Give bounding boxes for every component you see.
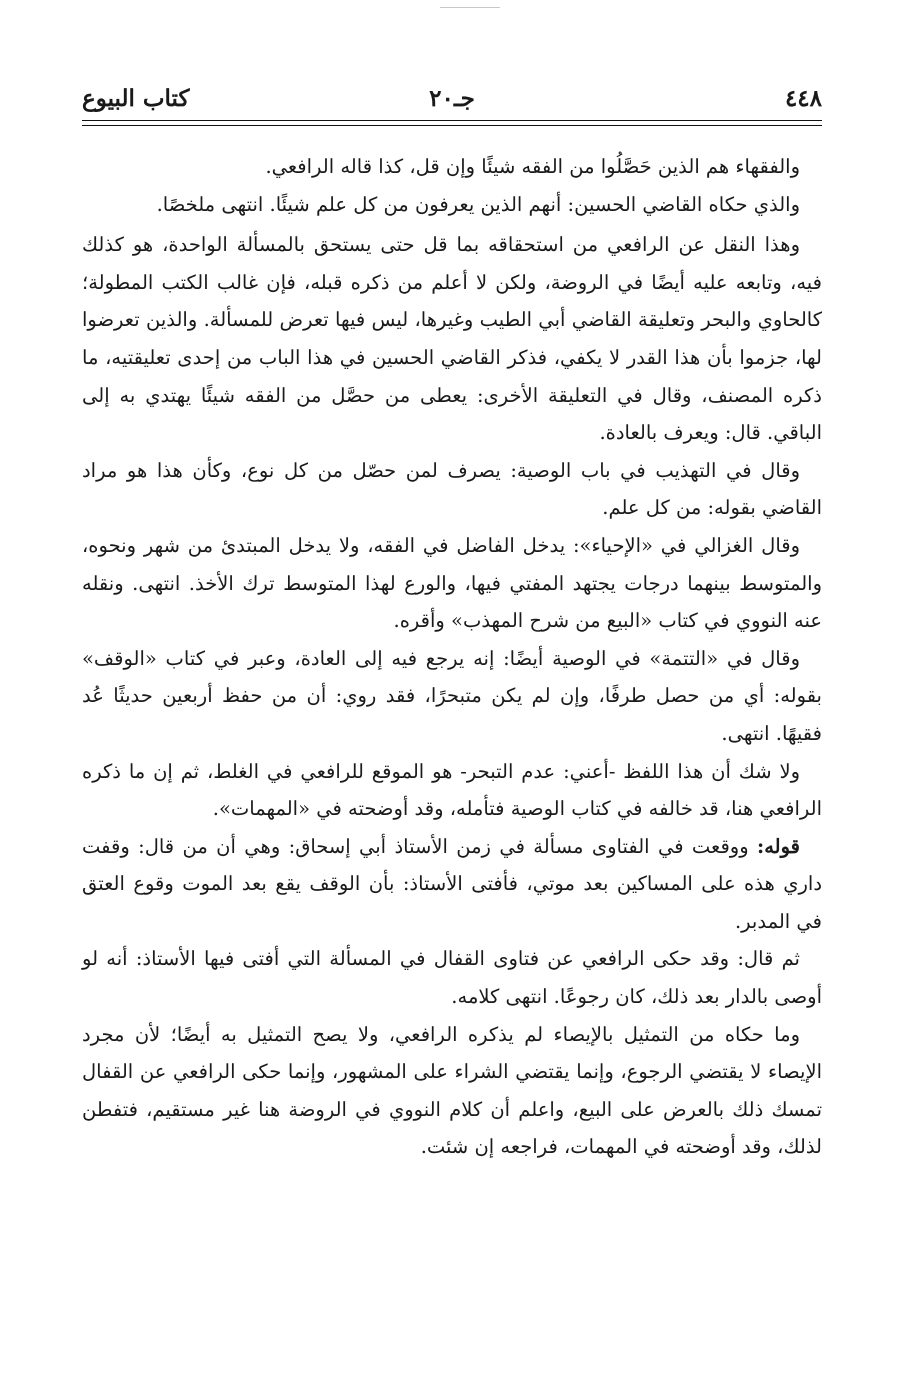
page-header [82, 84, 822, 118]
page-number: ٤٤٨ [784, 85, 822, 112]
paragraph-10: وما حكاه من التمثيل بالإيصاء لم يذكره الرافعي، ولا يصح التمثيل به أيضًا؛ لأن مجرد الإيصاء لا يقتضي الرجوع، وإنما يقتضي الشراء على المشهور، وإنما حكى الرافعي عن القفال تمسك ذلك بالعرض على البيع، واعلم أن كلام النووي في الروضة هنا غير مستقيم، فتفطن لذلك، وقد أوضحته في المهمات، فراجعه إن شئت. [82, 1022, 822, 1159]
book-title: كتاب البيوع [82, 85, 190, 112]
page-body [82, 148, 822, 1166]
commentary-keyword: قوله: [757, 834, 800, 858]
paragraph-3: وهذا النقل عن الرافعي من استحقاقه بما قل حتى يستحق بالمسألة الواحدة، هو كذلك فيه، وتابعه عليه أيضًا في الروضة، ولكن لا أعلم من ذكره قبله، فإن غالب الكتب المطولة؛ كالحاوي والبحر وتعليقة القاضي أبي الطيب وغيرها، ليس فيها تعرض للمسألة. والذين تعرضوا لها، جزموا بأن هذا القدر لا يكفي، فذكر القاضي الحسين في هذا الباب من إحدى تعليقتيه، ما ذكره المصنف، وقال في التعليقة الأخرى: يعطى من حصَّل من الفقه شيئًا يهتدي به إلى الباقي. قال: ويعرف بالعادة. [82, 233, 822, 445]
top-margin-mark [440, 7, 500, 8]
paragraph-4: وقال في التهذيب في باب الوصية: يصرف لمن حصّل من كل نوع، وكأن هذا هو مراد القاضي بقوله: من كل علم. [82, 458, 822, 520]
volume-label: جـ٢٠ [429, 85, 475, 112]
paragraph-6: وقال في «التتمة» في الوصية أيضًا: إنه يرجع فيه إلى العادة، وعبر في كتاب «الوقف» بقوله: أي من حصل طرفًا، وإن لم يكن متبحرًا، فقد روي: أن من حفظ أربعين حديثًا عُد فقيهًا. انتهى. [82, 646, 822, 745]
paragraph-9: ثم قال: وقد حكى الرافعي عن فتاوى القفال في المسألة التي أفتى فيها الأستاذ: أنه لو أوصى بالدار بعد ذلك، كان رجوعًا. انتهى كلامه. [82, 947, 822, 1009]
paragraph-1: والفقهاء هم الذين حَصَّلُوا من الفقه شيئًا وإن قل، كذا قاله الرافعي. [265, 155, 800, 178]
paragraph-8: قوله: ووقعت في الفتاوى مسألة في زمن الأستاذ أبي إسحاق: وهي أن من قال: وقفت داري هذه على المساكين بعد موتي، فأفتى الأستاذ: بأن الوقف يقع بعد الموت وقوع العتق في المدبر. [82, 834, 822, 933]
paragraph-2: والذي حكاه القاضي الحسين: أنهم الذين يعرفون من كل علم شيئًا. انتهى ملخصًا. [156, 192, 800, 216]
header-rule [82, 120, 822, 126]
paragraph-7: ولا شك أن هذا اللفظ -أعني: عدم التبحر- هو الموقع للرافعي في الغلط، ثم إن ما ذكره الرافعي هنا، قد خالفه في كتاب الوصية فتأمله، وقد أوضحته في «المهمات». [82, 759, 822, 821]
paragraph-5: وقال الغزالي في «الإحياء»: يدخل الفاضل في الفقه، ولا يدخل المبتدئ من شهر ونحوه، والمتوسط بينهما درجات يجتهد المفتي فيها، والورع لهذا المتوسط ترك الأخذ. انتهى. ونقله عنه النووي في كتاب «البيع من شرح المهذب» وأقره. [82, 533, 822, 633]
